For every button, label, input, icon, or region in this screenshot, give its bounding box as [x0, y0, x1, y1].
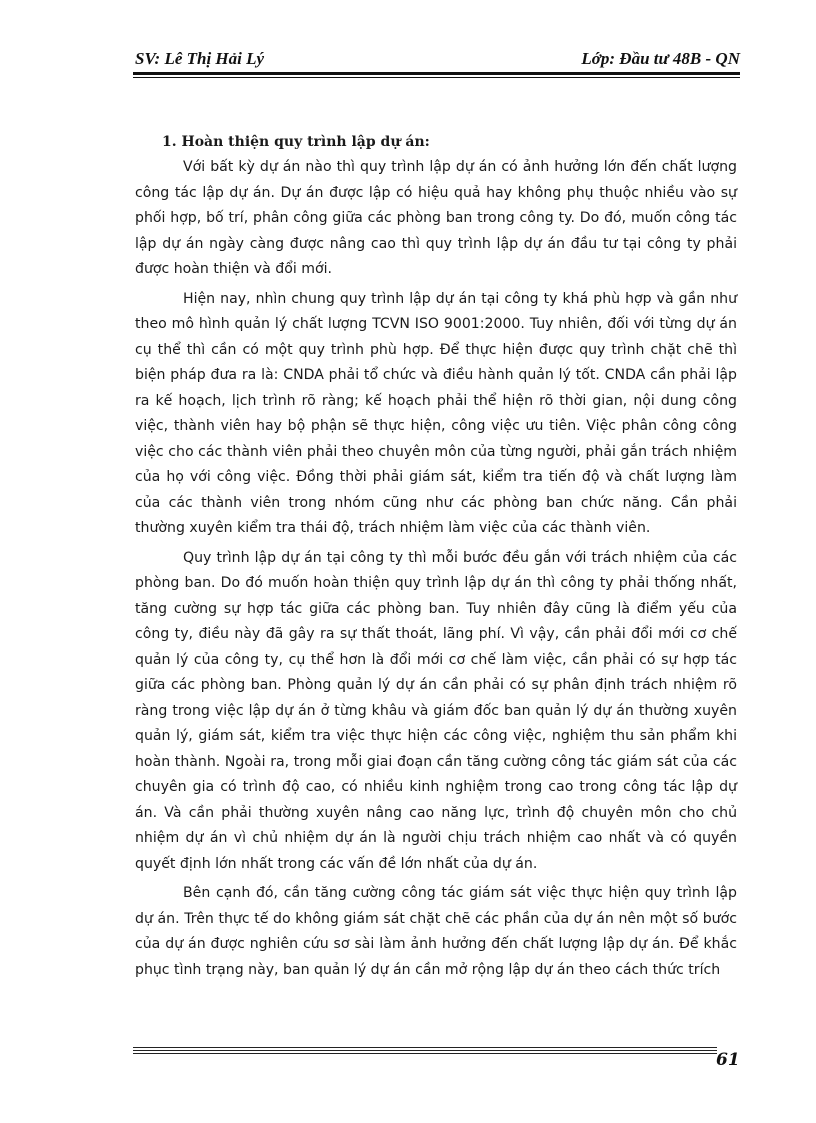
paragraph: Với bất kỳ dự án nào thì quy trình lập dự án có ảnh hưởng lớn đến chất lượng công tác lập dự án. Dự án được lập có hiệu quả hay không phụ thuộc nhiều vào sự phối hợp, bố trí, phân công giữa các phòng ban trong công ty. Do đó, muốn công tác lập dự án ngày càng được nâng cao thì quy trình lập dự án đầu tư tại công ty phải được hoàn thiện và đổi mới.: [135, 159, 737, 277]
class-name: Lớp: Đầu tư 48B - QN: [581, 49, 740, 68]
student-name: SV: Lê Thị Hải Lý: [135, 49, 265, 68]
page-header: [135, 49, 740, 73]
page-body: [135, 130, 737, 983]
paragraph: Hiện nay, nhìn chung quy trình lập dự án tại công ty khá phù hợp và gần như theo mô hình quản lý chất lượng TCVN ISO 9001:2000. Tuy nhiên, đối với từng dự án cụ thể thì cần có một quy trình phù hợp. Để thực hiện được quy trình chặt chẽ thì biện pháp đưa ra là: CNDA phải tổ chức và điều hành quản lý tốt. CNDA cần phải lập ra kế hoạch, lịch trình rõ ràng; kế hoạch phải thể hiện rõ thời gian, nội dung công việc, thành viên hay bộ phận sẽ thực hiện, công việc ưu tiên. Việc phân công công việc cho các thành viên phải theo chuyên môn của từng người, phải gắn trách nhiệm của họ với công việc. Đồng thời phải giám sát, kiểm tra tiến độ và chất lượng làm của các thành viên trong nhóm cũng như các phòng ban chức năng. Cần phải thường xuyên kiểm tra thái độ, trách nhiệm làm việc của các thành viên.: [135, 290, 737, 536]
footer-rule: [133, 1050, 717, 1051]
header-rule: [133, 72, 740, 75]
footer-rule: [133, 1047, 717, 1048]
paragraph: Quy trình lập dự án tại công ty thì mỗi bước đều gắn với trách nhiệm của các phòng ban. Do đó muốn hoàn thiện quy trình lập dự án thì công ty phải thống nhất, tăng cường sự hợp tác giữa các phòng ban. Tuy nhiên đây cũng là điểm yếu của công ty, điều này đã gây ra sự thất thoát, lãng phí. Vì vậy, cần phải đổi mới cơ chế quản lý của công ty, cụ thể hơn là đổi mới cơ chế làm việc, cần phải có sự hợp tác giữa các phòng ban. Phòng quản lý dự án cần phải có sự phân định trách nhiệm rõ ràng trong việc lập dự án ở từng khâu và giám đốc ban quản lý dự án thường xuyên quản lý, giám sát, kiểm tra việc thực hiện các công việc, nghiệm thu sản phẩm khi hoàn thành. Ngoài ra, trong mỗi giai đoạn cần tăng cường công tác giám sát của các chuyên gia có trình độ cao, có nhiều kinh nghiệm trong cao trong công tác lập dự án. Và cần phải thường xuyên nâng cao năng lực, trình độ chuyên môn cho chủ nhiệm dự án vì chủ nhiệm dự án là người chịu trách nhiệm cao nhất và có quyền quyết định lớn nhất trong các vấn đề lớn nhất của dự án.: [135, 549, 737, 872]
paragraph: Bên cạnh đó, cần tăng cường công tác giám sát việc thực hiện quy trình lập dự án. Trên thực tế do không giám sát chặt chẽ các phần của dự án nên một số bước của dự án được nghiên cứu sơ sài làm ảnh hưởng đến chất lượng lập dự án. Để khắc phục tình trạng này, ban quản lý dự án cần mở rộng lập dự án theo cách thức trích: [135, 885, 737, 978]
section-heading: 1. Hoàn thiện quy trình lập dự án:: [162, 134, 430, 150]
footer-rule: [133, 1053, 717, 1054]
header-rule-thin: [133, 77, 740, 78]
page-number: 61: [716, 1050, 740, 1070]
